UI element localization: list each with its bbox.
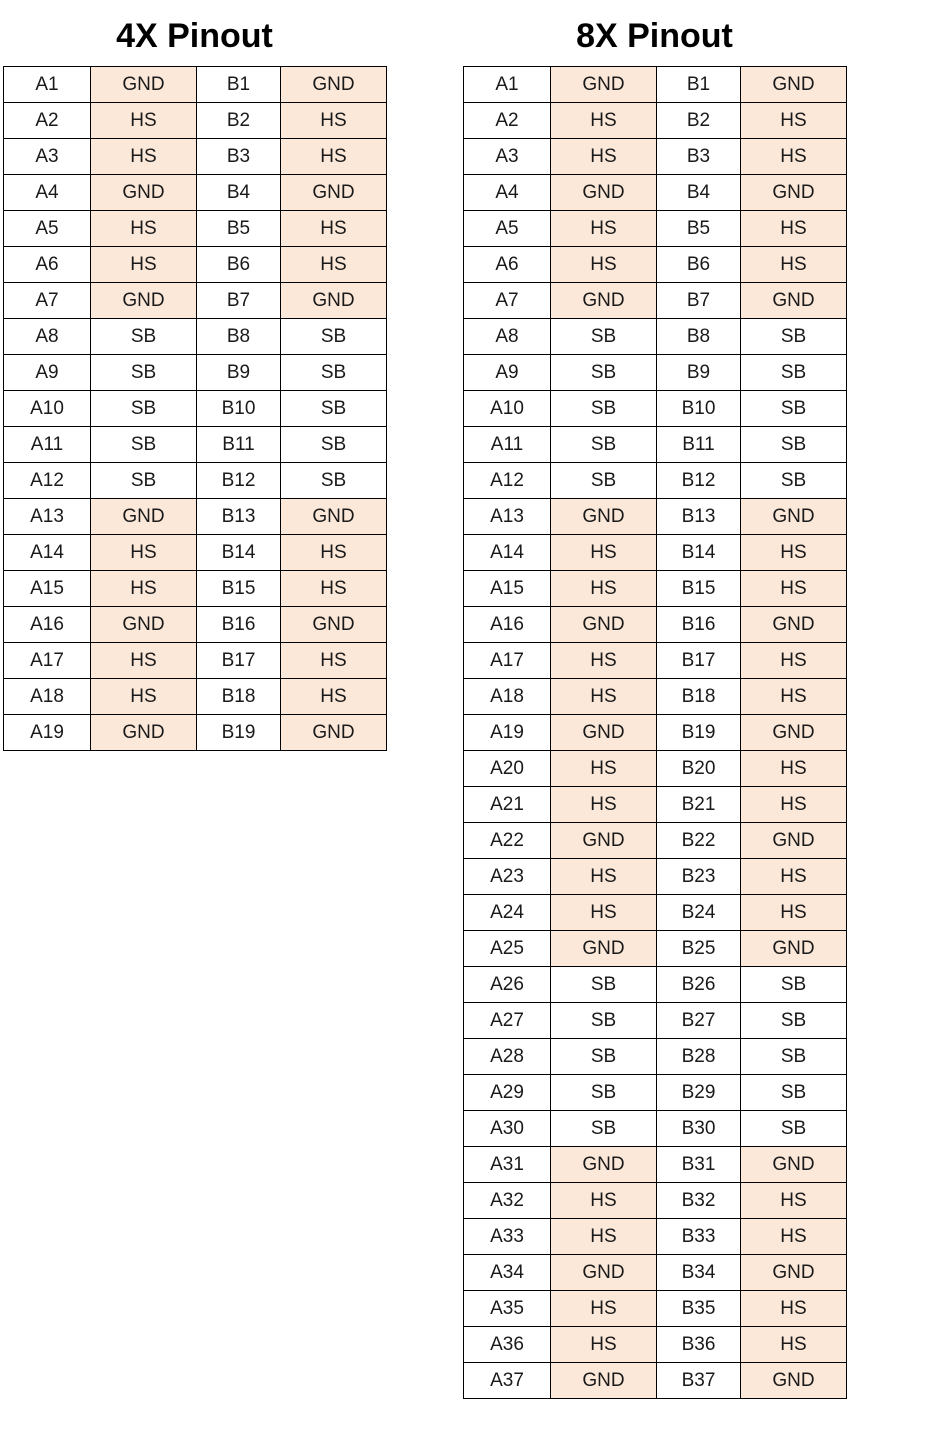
table-row — [4, 463, 387, 499]
table-row — [4, 535, 387, 571]
pin-a-cell: A13 — [464, 499, 551, 535]
signal-a-cell: GND — [91, 67, 197, 103]
signal-b-cell: SB — [281, 319, 387, 355]
pin-b-cell: B36 — [657, 1327, 741, 1363]
pin-b-cell: B21 — [657, 787, 741, 823]
signal-b-cell: SB — [741, 1003, 847, 1039]
pin-b-cell: B2 — [197, 103, 281, 139]
signal-a-cell: HS — [551, 571, 657, 607]
signal-a-cell: GND — [551, 67, 657, 103]
pin-a-cell: A5 — [4, 211, 91, 247]
signal-b-cell: HS — [741, 1219, 847, 1255]
pinout-8x-title: 8X Pinout — [576, 17, 733, 55]
pin-b-cell: B24 — [657, 895, 741, 931]
table-row — [464, 787, 847, 823]
signal-b-cell: HS — [281, 211, 387, 247]
signal-b-cell: SB — [741, 427, 847, 463]
signal-b-cell: SB — [741, 391, 847, 427]
pin-a-cell: A11 — [464, 427, 551, 463]
pinout-4x-table — [3, 66, 387, 751]
pin-b-cell: B6 — [197, 247, 281, 283]
pin-a-cell: A30 — [464, 1111, 551, 1147]
signal-a-cell: GND — [551, 175, 657, 211]
signal-b-cell: HS — [741, 643, 847, 679]
signal-b-cell: SB — [741, 463, 847, 499]
pin-a-cell: A2 — [4, 103, 91, 139]
pin-a-cell: A26 — [464, 967, 551, 1003]
pin-b-cell: B3 — [197, 139, 281, 175]
pin-b-cell: B14 — [197, 535, 281, 571]
signal-b-cell: GND — [741, 283, 847, 319]
pin-a-cell: A36 — [464, 1327, 551, 1363]
pin-b-cell: B28 — [657, 1039, 741, 1075]
table-row — [464, 643, 847, 679]
table-row — [464, 859, 847, 895]
signal-b-cell: GND — [741, 607, 847, 643]
table-row — [464, 967, 847, 1003]
pin-b-cell: B6 — [657, 247, 741, 283]
table-row — [464, 1363, 847, 1399]
pin-a-cell: A31 — [464, 1147, 551, 1183]
signal-a-cell: GND — [551, 1255, 657, 1291]
pin-a-cell: A22 — [464, 823, 551, 859]
table-row — [4, 499, 387, 535]
table-row — [4, 67, 387, 103]
signal-b-cell: SB — [741, 319, 847, 355]
signal-a-cell: SB — [551, 1075, 657, 1111]
signal-a-cell: HS — [551, 895, 657, 931]
pin-a-cell: A5 — [464, 211, 551, 247]
table-row — [464, 319, 847, 355]
signal-a-cell: HS — [551, 1183, 657, 1219]
signal-a-cell: HS — [551, 859, 657, 895]
table-row — [464, 1111, 847, 1147]
pin-a-cell: A29 — [464, 1075, 551, 1111]
signal-b-cell: GND — [741, 931, 847, 967]
pin-a-cell: A33 — [464, 1219, 551, 1255]
signal-b-cell: SB — [281, 463, 387, 499]
signal-b-cell: SB — [281, 391, 387, 427]
table-row — [464, 67, 847, 103]
pin-a-cell: A1 — [4, 67, 91, 103]
pinout-4x-title: 4X Pinout — [116, 17, 273, 55]
pin-b-cell: B35 — [657, 1291, 741, 1327]
signal-b-cell: GND — [281, 283, 387, 319]
pin-b-cell: B16 — [657, 607, 741, 643]
pin-b-cell: B1 — [657, 67, 741, 103]
signal-a-cell: HS — [551, 679, 657, 715]
signal-a-cell: SB — [91, 427, 197, 463]
signal-b-cell: HS — [741, 535, 847, 571]
table-row — [4, 427, 387, 463]
signal-b-cell: HS — [281, 103, 387, 139]
signal-a-cell: SB — [551, 1039, 657, 1075]
pin-b-cell: B13 — [657, 499, 741, 535]
pin-a-cell: A28 — [464, 1039, 551, 1075]
table-row — [4, 247, 387, 283]
table-row — [464, 355, 847, 391]
pin-a-cell: A7 — [4, 283, 91, 319]
pin-b-cell: B27 — [657, 1003, 741, 1039]
signal-b-cell: HS — [741, 859, 847, 895]
table-row — [464, 1327, 847, 1363]
pin-b-cell: B18 — [197, 679, 281, 715]
signal-b-cell: GND — [281, 67, 387, 103]
pin-b-cell: B8 — [197, 319, 281, 355]
signal-b-cell: GND — [741, 1363, 847, 1399]
pin-b-cell: B10 — [197, 391, 281, 427]
signal-b-cell: SB — [281, 355, 387, 391]
signal-a-cell: HS — [91, 247, 197, 283]
pin-a-cell: A18 — [464, 679, 551, 715]
signal-a-cell: SB — [551, 319, 657, 355]
table-row — [4, 103, 387, 139]
pin-a-cell: A1 — [464, 67, 551, 103]
signal-a-cell: SB — [91, 319, 197, 355]
table-row — [464, 247, 847, 283]
pin-a-cell: A12 — [464, 463, 551, 499]
signal-b-cell: GND — [281, 607, 387, 643]
signal-b-cell: GND — [281, 499, 387, 535]
pin-a-cell: A15 — [464, 571, 551, 607]
signal-b-cell: GND — [741, 499, 847, 535]
signal-a-cell: SB — [551, 1111, 657, 1147]
pin-a-cell: A9 — [4, 355, 91, 391]
signal-b-cell: HS — [741, 1291, 847, 1327]
signal-b-cell: SB — [741, 1075, 847, 1111]
pin-b-cell: B25 — [657, 931, 741, 967]
table-row — [464, 535, 847, 571]
pin-b-cell: B23 — [657, 859, 741, 895]
table-row — [464, 751, 847, 787]
signal-b-cell: SB — [281, 427, 387, 463]
pin-a-cell: A14 — [4, 535, 91, 571]
signal-a-cell: HS — [91, 211, 197, 247]
signal-b-cell: HS — [281, 247, 387, 283]
signal-b-cell: HS — [741, 1183, 847, 1219]
signal-b-cell: HS — [741, 1327, 847, 1363]
table-row — [4, 679, 387, 715]
pin-b-cell: B5 — [197, 211, 281, 247]
table-row — [464, 139, 847, 175]
pin-b-cell: B11 — [197, 427, 281, 463]
pin-a-cell: A35 — [464, 1291, 551, 1327]
pin-a-cell: A7 — [464, 283, 551, 319]
pin-a-cell: A37 — [464, 1363, 551, 1399]
pin-b-cell: B11 — [657, 427, 741, 463]
table-row — [464, 715, 847, 751]
pin-b-cell: B7 — [197, 283, 281, 319]
table-row — [464, 1291, 847, 1327]
pin-a-cell: A3 — [464, 139, 551, 175]
signal-a-cell: SB — [551, 967, 657, 1003]
pin-b-cell: B30 — [657, 1111, 741, 1147]
signal-b-cell: GND — [741, 1255, 847, 1291]
table-row — [4, 283, 387, 319]
signal-a-cell: HS — [91, 535, 197, 571]
signal-a-cell: HS — [551, 535, 657, 571]
table-row — [464, 1147, 847, 1183]
pin-b-cell: B5 — [657, 211, 741, 247]
signal-a-cell: SB — [91, 463, 197, 499]
pin-b-cell: B22 — [657, 823, 741, 859]
signal-b-cell: GND — [741, 67, 847, 103]
signal-a-cell: GND — [551, 283, 657, 319]
signal-b-cell: GND — [741, 175, 847, 211]
pin-a-cell: A19 — [4, 715, 91, 751]
signal-a-cell: GND — [551, 1363, 657, 1399]
pin-b-cell: B8 — [657, 319, 741, 355]
pin-b-cell: B29 — [657, 1075, 741, 1111]
pin-b-cell: B26 — [657, 967, 741, 1003]
signal-b-cell: HS — [741, 247, 847, 283]
signal-a-cell: GND — [551, 823, 657, 859]
signal-a-cell: HS — [91, 139, 197, 175]
pin-b-cell: B32 — [657, 1183, 741, 1219]
signal-b-cell: HS — [741, 211, 847, 247]
table-row — [464, 1183, 847, 1219]
table-row — [464, 1255, 847, 1291]
signal-a-cell: HS — [551, 643, 657, 679]
signal-a-cell: GND — [91, 607, 197, 643]
pin-a-cell: A2 — [464, 103, 551, 139]
pin-b-cell: B4 — [657, 175, 741, 211]
pin-b-cell: B20 — [657, 751, 741, 787]
table-row — [464, 1003, 847, 1039]
pin-a-cell: A34 — [464, 1255, 551, 1291]
signal-a-cell: HS — [551, 139, 657, 175]
table-row — [464, 175, 847, 211]
signal-a-cell: SB — [91, 355, 197, 391]
signal-b-cell: HS — [741, 895, 847, 931]
signal-a-cell: SB — [91, 391, 197, 427]
table-row — [464, 1039, 847, 1075]
pin-a-cell: A3 — [4, 139, 91, 175]
table-row — [464, 571, 847, 607]
pin-a-cell: A4 — [464, 175, 551, 211]
signal-a-cell: HS — [551, 1219, 657, 1255]
signal-a-cell: GND — [91, 499, 197, 535]
signal-a-cell: GND — [91, 175, 197, 211]
pin-b-cell: B1 — [197, 67, 281, 103]
pin-a-cell: A17 — [4, 643, 91, 679]
pin-b-cell: B14 — [657, 535, 741, 571]
pin-a-cell: A10 — [4, 391, 91, 427]
pin-a-cell: A24 — [464, 895, 551, 931]
signal-b-cell: HS — [741, 787, 847, 823]
signal-a-cell: GND — [91, 715, 197, 751]
pin-b-cell: B12 — [657, 463, 741, 499]
pin-a-cell: A11 — [4, 427, 91, 463]
table-row — [4, 715, 387, 751]
table-row — [464, 895, 847, 931]
signal-a-cell: HS — [551, 103, 657, 139]
signal-a-cell: HS — [551, 211, 657, 247]
signal-a-cell: SB — [551, 391, 657, 427]
pinout-4x-section — [3, 0, 387, 751]
signal-a-cell: GND — [551, 715, 657, 751]
signal-b-cell: HS — [281, 139, 387, 175]
signal-a-cell: HS — [551, 751, 657, 787]
pin-a-cell: A14 — [464, 535, 551, 571]
signal-b-cell: GND — [281, 715, 387, 751]
pin-a-cell: A17 — [464, 643, 551, 679]
signal-a-cell: HS — [91, 103, 197, 139]
pin-b-cell: B7 — [657, 283, 741, 319]
signal-b-cell: HS — [741, 571, 847, 607]
pin-b-cell: B19 — [197, 715, 281, 751]
signal-b-cell: GND — [741, 715, 847, 751]
pin-a-cell: A13 — [4, 499, 91, 535]
table-row — [4, 643, 387, 679]
pin-a-cell: A27 — [464, 1003, 551, 1039]
pin-b-cell: B3 — [657, 139, 741, 175]
signal-a-cell: SB — [551, 1003, 657, 1039]
table-row — [464, 823, 847, 859]
pin-a-cell: A18 — [4, 679, 91, 715]
signal-b-cell: HS — [741, 103, 847, 139]
pin-a-cell: A8 — [4, 319, 91, 355]
pin-b-cell: B2 — [657, 103, 741, 139]
pin-a-cell: A9 — [464, 355, 551, 391]
pin-a-cell: A32 — [464, 1183, 551, 1219]
signal-b-cell: HS — [741, 679, 847, 715]
pin-a-cell: A20 — [464, 751, 551, 787]
signal-a-cell: HS — [551, 247, 657, 283]
table-row — [464, 499, 847, 535]
table-row — [464, 679, 847, 715]
table-row — [4, 319, 387, 355]
pin-a-cell: A25 — [464, 931, 551, 967]
signal-a-cell: GND — [551, 1147, 657, 1183]
pin-b-cell: B37 — [657, 1363, 741, 1399]
signal-a-cell: HS — [551, 1327, 657, 1363]
signal-a-cell: GND — [551, 499, 657, 535]
signal-a-cell: SB — [551, 355, 657, 391]
table-row — [4, 175, 387, 211]
signal-a-cell: HS — [91, 643, 197, 679]
table-row — [464, 283, 847, 319]
pin-a-cell: A19 — [464, 715, 551, 751]
signal-b-cell: SB — [741, 967, 847, 1003]
signal-a-cell: GND — [551, 931, 657, 967]
pin-b-cell: B17 — [657, 643, 741, 679]
table-row — [464, 1075, 847, 1111]
signal-b-cell: HS — [281, 535, 387, 571]
pin-b-cell: B31 — [657, 1147, 741, 1183]
table-row — [4, 391, 387, 427]
signal-b-cell: GND — [741, 823, 847, 859]
signal-a-cell: HS — [91, 679, 197, 715]
pin-b-cell: B9 — [197, 355, 281, 391]
signal-a-cell: GND — [551, 607, 657, 643]
table-row — [4, 355, 387, 391]
signal-a-cell: GND — [91, 283, 197, 319]
pin-b-cell: B13 — [197, 499, 281, 535]
pin-a-cell: A23 — [464, 859, 551, 895]
signal-a-cell: SB — [551, 463, 657, 499]
pin-b-cell: B17 — [197, 643, 281, 679]
table-row — [4, 607, 387, 643]
signal-b-cell: HS — [281, 679, 387, 715]
pinout-8x-section — [463, 0, 847, 1399]
pin-b-cell: B18 — [657, 679, 741, 715]
pin-b-cell: B12 — [197, 463, 281, 499]
table-row — [464, 211, 847, 247]
table-row — [4, 139, 387, 175]
pin-b-cell: B9 — [657, 355, 741, 391]
signal-a-cell: HS — [551, 1291, 657, 1327]
signal-a-cell: HS — [91, 571, 197, 607]
table-row — [464, 1219, 847, 1255]
table-row — [464, 463, 847, 499]
pin-a-cell: A15 — [4, 571, 91, 607]
table-row — [464, 103, 847, 139]
signal-b-cell: HS — [741, 139, 847, 175]
pin-a-cell: A6 — [4, 247, 91, 283]
pin-b-cell: B33 — [657, 1219, 741, 1255]
signal-b-cell: SB — [741, 1111, 847, 1147]
table-row — [4, 571, 387, 607]
pinout-8x-table — [463, 66, 847, 1399]
pin-a-cell: A10 — [464, 391, 551, 427]
table-row — [464, 391, 847, 427]
pin-a-cell: A8 — [464, 319, 551, 355]
signal-b-cell: HS — [281, 643, 387, 679]
pin-a-cell: A12 — [4, 463, 91, 499]
pin-a-cell: A21 — [464, 787, 551, 823]
table-row — [464, 607, 847, 643]
signal-b-cell: HS — [281, 571, 387, 607]
signal-a-cell: SB — [551, 427, 657, 463]
pin-a-cell: A4 — [4, 175, 91, 211]
pin-b-cell: B15 — [197, 571, 281, 607]
pin-a-cell: A16 — [464, 607, 551, 643]
signal-b-cell: SB — [741, 1039, 847, 1075]
pin-b-cell: B34 — [657, 1255, 741, 1291]
table-row — [464, 931, 847, 967]
signal-b-cell: GND — [741, 1147, 847, 1183]
pin-a-cell: A16 — [4, 607, 91, 643]
pin-a-cell: A6 — [464, 247, 551, 283]
pin-b-cell: B15 — [657, 571, 741, 607]
signal-b-cell: HS — [741, 751, 847, 787]
signal-b-cell: SB — [741, 355, 847, 391]
signal-b-cell: GND — [281, 175, 387, 211]
signal-a-cell: HS — [551, 787, 657, 823]
pin-b-cell: B4 — [197, 175, 281, 211]
table-row — [4, 211, 387, 247]
table-row — [464, 427, 847, 463]
pin-b-cell: B10 — [657, 391, 741, 427]
pin-b-cell: B16 — [197, 607, 281, 643]
pin-b-cell: B19 — [657, 715, 741, 751]
